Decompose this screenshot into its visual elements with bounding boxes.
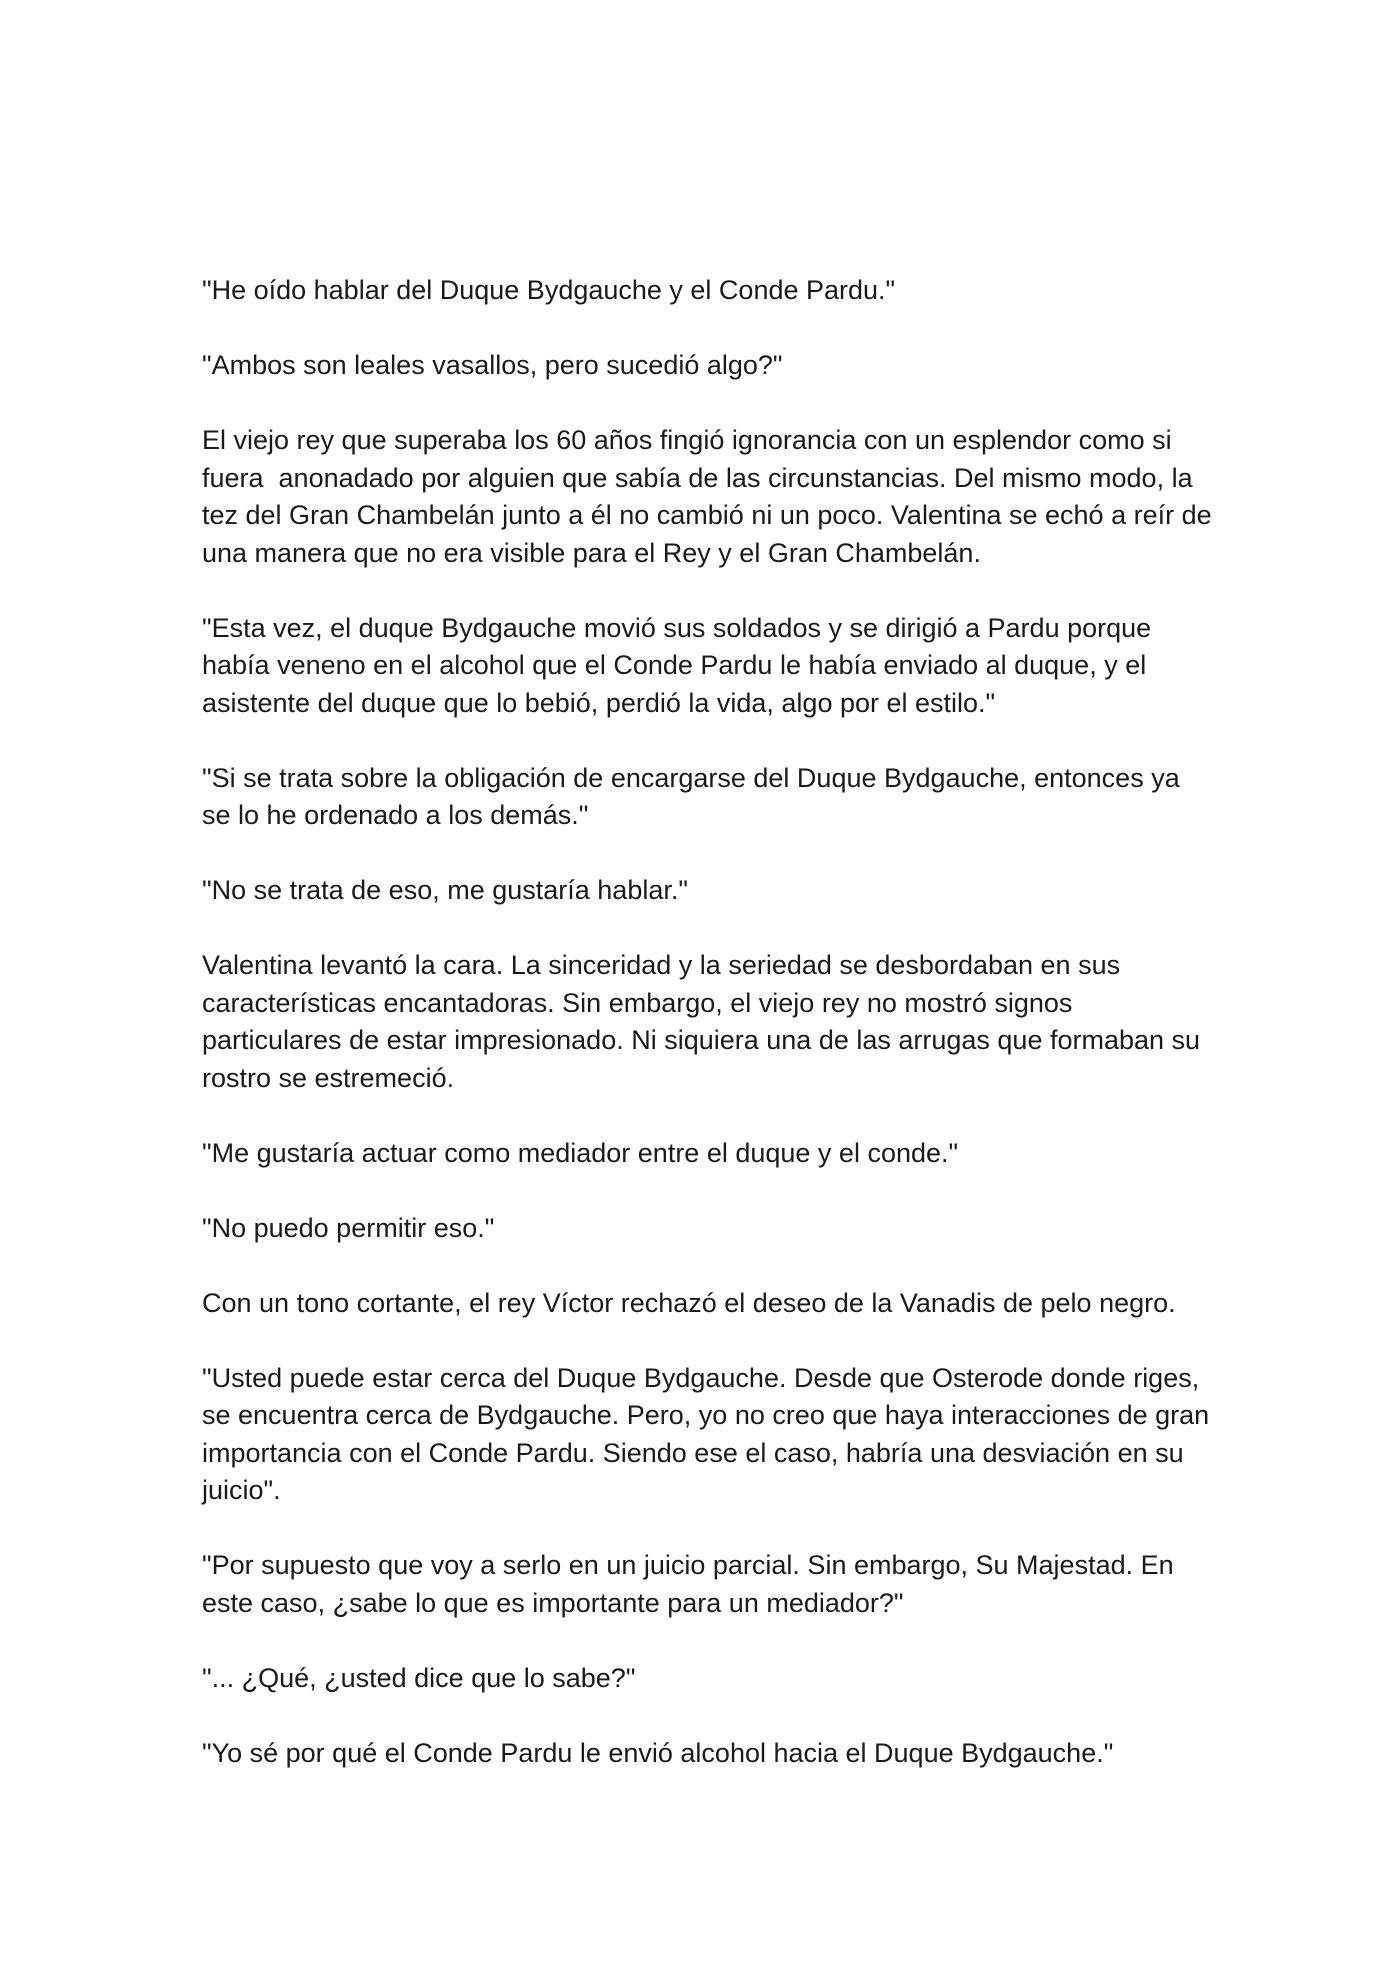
paragraph: "Ambos son leales vasallos, pero sucedió algo?" bbox=[202, 350, 783, 380]
paragraph: Valentina levantó la cara. La sinceridad y la seriedad se desbordaban en sus características encantadoras. Sin embargo, el viejo rey no mostró signos particulares de estar impresionado. Ni siquiera una de las arrugas que formaban su rostro se estremeció. bbox=[202, 950, 1208, 1093]
paragraph: "Usted puede estar cerca del Duque Bydgauche. Desde que Osterode donde riges, se encuentra cerca de Bydgauche. Pero, yo no creo que haya interacciones de gran importancia con el Conde Pardu. Siendo ese el caso, habría una desviación en su juicio". bbox=[202, 1362, 1217, 1505]
paragraph: "Esta vez, el duque Bydgauche movió sus soldados y se dirigió a Pardu porque había veneno en el alcohol que el Conde Pardu le había enviado al duque, y el asistente del duque que lo bebió, perdió la vida, algo por el estilo." bbox=[202, 612, 1159, 718]
paragraph: "Yo sé por qué el Conde Pardu le envió alcohol hacia el Duque Bydgauche." bbox=[202, 1737, 1114, 1768]
paragraph: "Si se trata sobre la obligación de encargarse del Duque Bydgauche, entonces ya se lo he ordenado a los demás." bbox=[202, 762, 1188, 830]
body-text bbox=[202, 272, 1220, 1772]
paragraph: "He oído hablar del Duque Bydgauche y el Conde Pardu." bbox=[202, 275, 896, 305]
paragraph: "... ¿Qué, ¿usted dice que lo sabe?" bbox=[202, 1662, 636, 1693]
paragraph: "No puedo permitir eso." bbox=[202, 1212, 495, 1243]
paragraph: Con un tono cortante, el rey Víctor rechazó el deseo de la Vanadis de pelo negro. bbox=[202, 1287, 1176, 1318]
paragraph: "Me gustaría actuar como mediador entre el duque y el conde." bbox=[202, 1137, 959, 1168]
paragraph: "Por supuesto que voy a serlo en un juicio parcial. Sin embargo, Su Majestad. En este caso, ¿sabe lo que es importante para un mediador?" bbox=[202, 1550, 1182, 1618]
paragraph: El viejo rey que superaba los 60 años fingió ignorancia con un esplendor como si fuera anonadado por alguien que sabía de las circunstancias. Del mismo modo, la tez del Gran Chambelán junto a él no cambió ni un poco. Valentina se echó a reír de una manera que no era visible para el Rey y el Gran Chambelán. bbox=[202, 425, 1220, 568]
paragraph: "No se trata de eso, me gustaría hablar." bbox=[202, 875, 688, 905]
